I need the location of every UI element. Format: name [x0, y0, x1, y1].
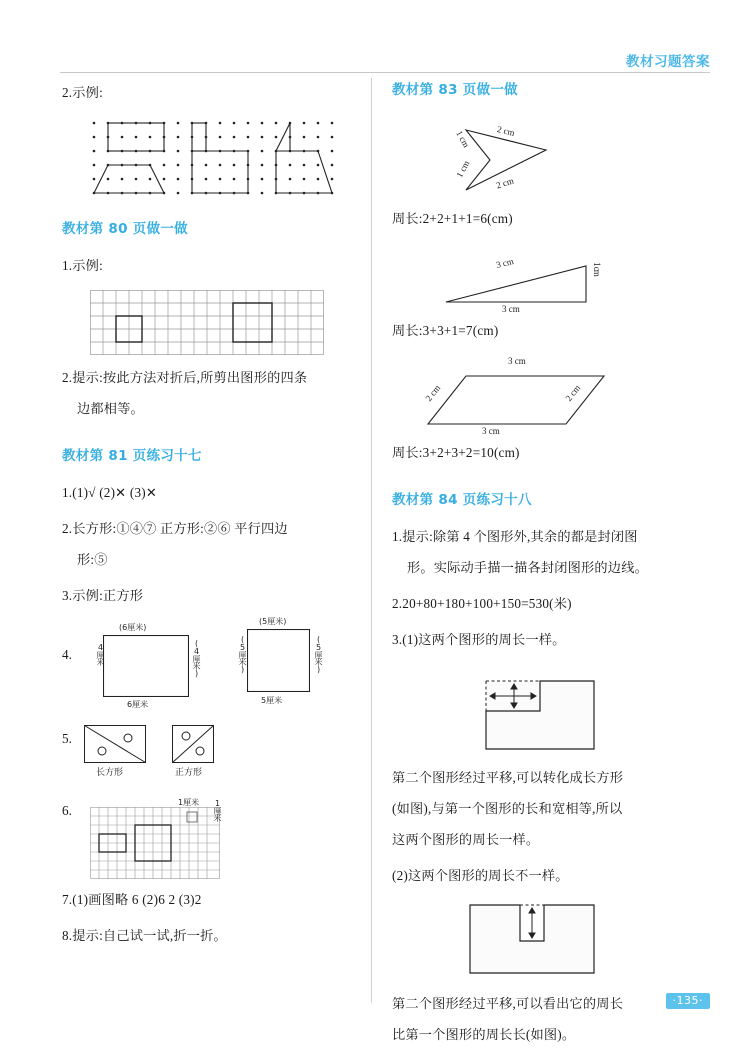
square-top-label: (5厘米) [259, 617, 287, 626]
unit-square-marker [186, 811, 208, 833]
section-title-83: 教材第 83 页做一做 [392, 82, 518, 98]
column-divider [371, 78, 372, 1003]
dart-label-bottom: 2 cm [494, 175, 515, 191]
section80-item2-line2: 边都相等。 [77, 401, 144, 416]
section84-item3a-line2: (如图),与第一个图形的长和宽相等,所以 [392, 801, 623, 816]
item5-number: 5. [62, 731, 72, 746]
parallelogram-label-left: 2 cm [423, 382, 443, 404]
l-shape-diagram [392, 661, 684, 757]
item4-number: 4. [62, 647, 72, 662]
item6-vertical-label: 1厘米 [213, 799, 222, 821]
item5-left-caption: 长方形 [96, 767, 124, 777]
page-header-title: 教材习题答案 [626, 54, 710, 70]
section81-item7: 7.(1)画图略 6 (2)6 2 (3)2 [62, 892, 202, 907]
triangle-label-height: 1 cm [592, 262, 602, 276]
dart-figure [392, 112, 684, 204]
triangle-figure [392, 240, 684, 316]
notched-square-diagram [392, 897, 684, 983]
rect-left-label: 4厘米 [96, 643, 105, 665]
section81-item2-line1: 2.长方形:①④⑦ 正方形:②⑥ 平行四边 [62, 521, 288, 536]
item5-figures [62, 725, 354, 781]
triangle-perimeter-answer: 周长:3+3+1=7(cm) [392, 323, 499, 338]
dart-perimeter-answer: 周长:2+2+1+1=6(cm) [392, 211, 513, 226]
parallelogram-figure [392, 352, 684, 438]
dot-grid-figure [90, 119, 354, 203]
section81-item3: 3.示例:正方形 [62, 588, 144, 603]
grid-two-rectangles-figure [90, 290, 354, 355]
dart-label-lower-left: 1 cm [454, 158, 472, 180]
parallelogram-label-bottom: 3 cm [482, 426, 500, 436]
item6-number: 6. [62, 803, 72, 818]
section-title-81: 教材第 81 页练习十七 [62, 448, 202, 464]
section-title-80: 教材第 80 页做一做 [62, 221, 188, 237]
item6-figure [62, 797, 354, 885]
square-with-diagonal-figure [172, 725, 214, 777]
item2-exemplar-label: 2.示例: [62, 85, 103, 100]
section81-item1: 1.(1)√ (2)✕ (3)✕ [62, 485, 158, 500]
rect-top-label: (6厘米) [119, 623, 147, 632]
section84-item3a-line1: 第二个图形经过平移,可以转化成长方形 [392, 770, 624, 785]
triangle-label-hypotenuse: 3 cm [495, 256, 515, 270]
parallelogram-perimeter-answer: 周长:3+2+3+2=10(cm) [392, 445, 520, 460]
section84-item1-line1: 1.提示:除第 4 个图形外,其余的都是封闭图 [392, 529, 638, 544]
section-title-84: 教材第 84 页练习十八 [392, 492, 532, 508]
rect-right-label: (4厘米) [192, 639, 201, 677]
parallelogram-label-top: 3 cm [508, 356, 526, 366]
item4-figures [62, 617, 354, 713]
section81-item8: 8.提示:自己试一试,折一折。 [62, 928, 227, 943]
section84-item3b-line1: 第二个图形经过平移,可以看出它的周长 [392, 996, 624, 1011]
triangle-label-base: 3 cm [502, 304, 520, 314]
rect-bottom-label: 6厘米 [127, 700, 149, 709]
item6-horizontal-label: 1厘米 [178, 798, 200, 807]
square-left-label: (5厘米) [238, 635, 247, 673]
section84-item3a-line3: 这两个图形的周长一样。 [392, 832, 540, 847]
section80-item2-line1: 2.提示:按此方法对折后,所剪出图形的四条 [62, 370, 308, 385]
section81-item2-line2: 形:⑤ [77, 552, 108, 567]
left-column [62, 78, 354, 957]
right-column [392, 78, 684, 1056]
page-number-badge: ·135· [666, 993, 711, 1009]
section84-item2: 2.20+80+180+100+150=530(米) [392, 596, 572, 611]
section84-item3b: (2)这两个图形的周长不一样。 [392, 868, 569, 883]
dart-label-upper-left: 1 cm [454, 128, 472, 150]
parallelogram-label-right: 2 cm [563, 382, 583, 404]
square-right-label: (5厘米) [314, 635, 323, 673]
square-bottom-label: 5厘米 [261, 696, 283, 705]
section84-item1-line2: 形。实际动手描一描各封闭图形的边线。 [407, 560, 648, 575]
dart-label-top: 2 cm [496, 124, 516, 138]
header-divider [60, 72, 710, 73]
section80-item1: 1.示例: [62, 258, 103, 273]
section84-item3b-line2: 比第一个图形的周长长(如图)。 [392, 1027, 576, 1042]
item5-right-caption: 正方形 [175, 767, 203, 777]
section84-item3a: 3.(1)这两个图形的周长一样。 [392, 632, 566, 647]
rect-with-diagonal-figure [84, 725, 146, 777]
